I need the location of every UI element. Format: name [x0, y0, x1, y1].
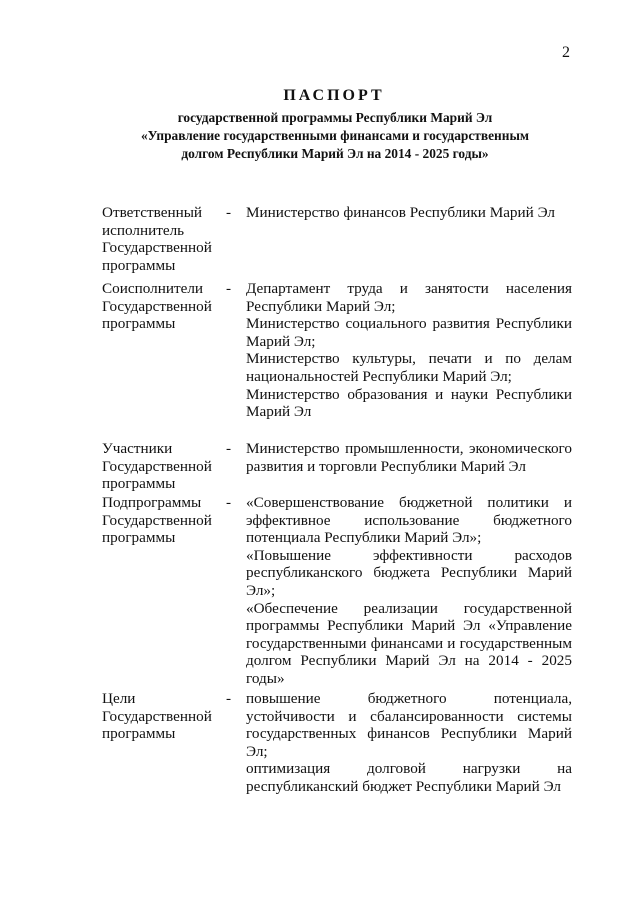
row-label: Участники Государственной программы — [102, 440, 212, 493]
document-title — [0, 86, 640, 163]
row-dash: - — [226, 690, 232, 707]
passport-table — [102, 204, 572, 795]
title-passport: ПАСПОРТ — [283, 87, 385, 104]
row-paragraph: повышение бюджетного потенциала, устойчивости и сбалансированности системы государственных финансов Республики Марий Эл; — [246, 690, 572, 760]
row-paragraph: Министерство социального развития Республики Марий Эл; — [246, 315, 572, 350]
row-paragraph: «Повышение эффективности расходов республиканского бюджета Республики Марий Эл»; — [246, 546, 572, 599]
row-paragraph: Министерство промышленности, экономического развития и торговли Республики Марий Эл — [246, 440, 572, 475]
title-program-name-line1: «Управление государственными финансами и государственным — [140, 128, 530, 143]
passport-row-responsible-executor — [102, 204, 572, 274]
title-program-name-line2: долгом Республики Марий Эл на 2014 - 2025 годы» — [181, 146, 489, 161]
row-paragraph: Департамент труда и занятости населения Республики Марий Эл; — [246, 280, 572, 315]
row-label: Соисполнители Государственной программы — [102, 280, 212, 333]
row-value — [246, 204, 572, 222]
row-label: Цели Государственной программы — [102, 690, 212, 743]
title-program: государственной программы Республики Марий Эл — [177, 110, 493, 125]
passport-row-co-executors — [102, 280, 572, 421]
row-value — [246, 440, 572, 475]
row-dash: - — [226, 204, 232, 221]
row-dash: - — [226, 494, 232, 511]
row-paragraph: Министерство образования и науки Республики Марий Эл — [246, 385, 572, 421]
passport-row-participants — [102, 440, 572, 493]
row-paragraph: оптимизация долговой нагрузки на республиканский бюджет Республики Марий Эл — [246, 760, 572, 795]
row-paragraph: «Обеспечение реализации государственной программы Республики Марий Эл «Управление государственными финансами и государственным долгом Республики Марий Эл на 2014 - 2025 годы» — [246, 599, 572, 687]
row-paragraph: «Совершенствование бюджетной политики и эффективное использование бюджетного потенциала Республики Марий Эл»; — [246, 494, 572, 547]
row-dash: - — [226, 440, 232, 457]
passport-row-subprograms — [102, 494, 572, 688]
row-value — [246, 494, 572, 688]
row-paragraph: Министерство культуры, печати и по делам национальностей Республики Марий Эл; — [246, 350, 572, 385]
row-label: Ответственный исполнитель Государственной программы — [102, 204, 212, 274]
row-value — [246, 280, 572, 421]
row-value — [246, 690, 572, 796]
passport-row-goals — [102, 690, 572, 796]
row-paragraph: Министерство финансов Республики Марий Эл — [246, 204, 555, 221]
row-label: Подпрограммы Государственной программы — [102, 494, 212, 547]
row-dash: - — [226, 280, 232, 297]
page-number: 2 — [562, 44, 570, 61]
